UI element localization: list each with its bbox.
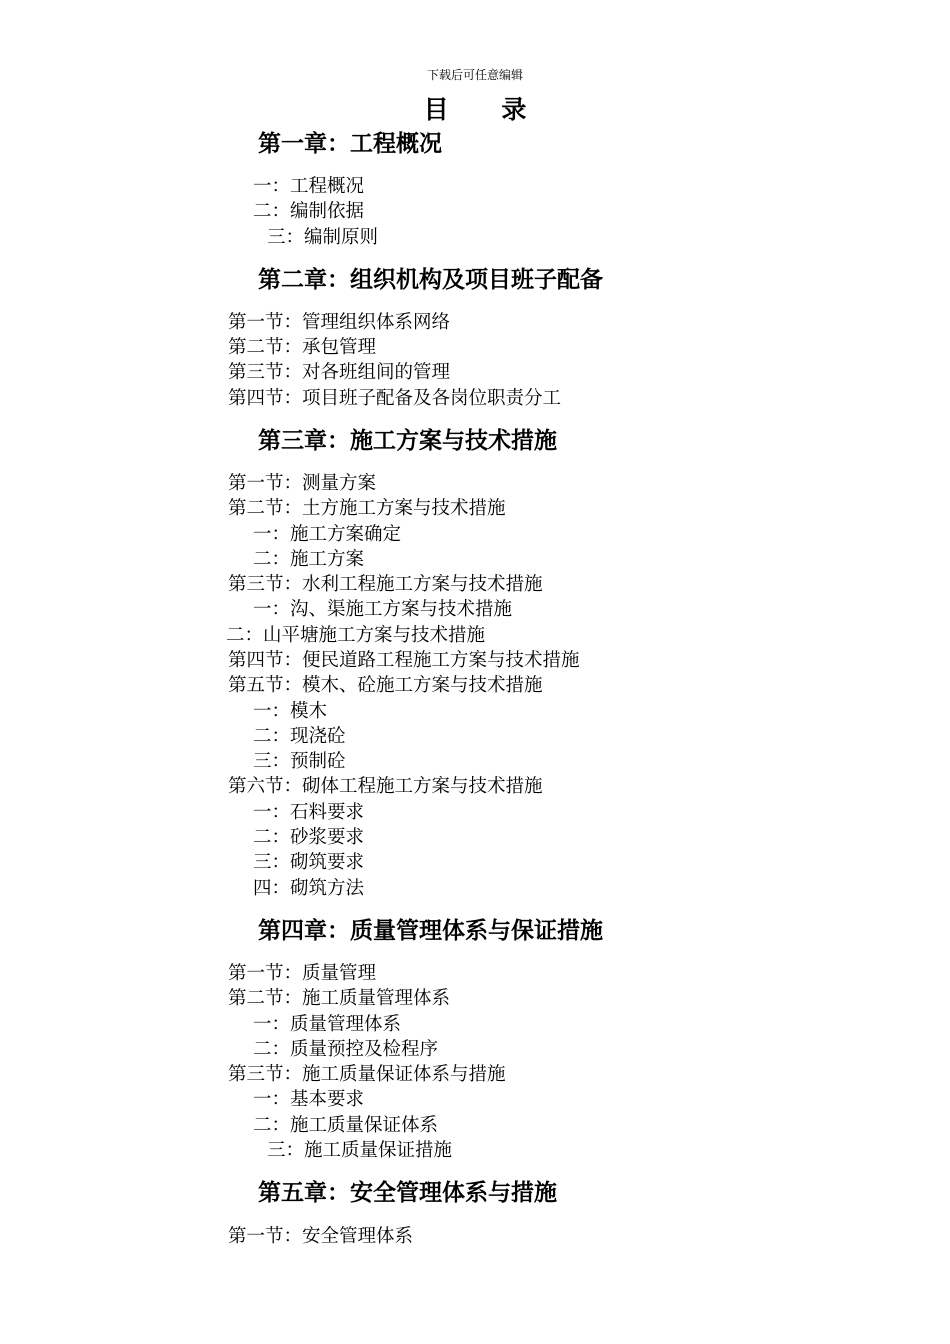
toc-entry[interactable]: 一：工程概况 [253, 176, 365, 197]
toc-entry[interactable]: 三：预制砼 [253, 751, 346, 772]
toc-entry[interactable]: 第五节：模木、砼施工方案与技术措施 [228, 675, 543, 696]
toc-entry[interactable]: 二：质量预控及检程序 [253, 1039, 439, 1060]
chapter-3-title[interactable]: 第三章：施工方案与技术措施 [258, 428, 557, 454]
chapter-2-title[interactable]: 第二章：组织机构及项目班子配备 [258, 267, 603, 293]
toc-entry[interactable]: 第三节：对各班组间的管理 [228, 362, 451, 383]
chapter-4-title[interactable]: 第四章：质量管理体系与保证措施 [258, 918, 603, 944]
toc-entry[interactable]: 三：砌筑要求 [253, 852, 365, 873]
toc-entry[interactable]: 二：砂浆要求 [253, 827, 365, 848]
toc-entry[interactable]: 第二节：承包管理 [228, 337, 377, 358]
toc-entry[interactable]: 第四节：便民道路工程施工方案与技术措施 [228, 650, 580, 671]
toc-entry[interactable]: 一：施工方案确定 [253, 524, 402, 545]
toc-entry[interactable]: 二：编制依据 [253, 201, 365, 222]
toc-entry[interactable]: 第一节：测量方案 [228, 473, 377, 494]
toc-entry[interactable]: 第三节：施工质量保证体系与措施 [228, 1064, 506, 1085]
toc-entry[interactable]: 第二节：土方施工方案与技术措施 [228, 498, 506, 519]
toc-entry[interactable]: 一：质量管理体系 [253, 1014, 402, 1035]
toc-entry[interactable]: 第二节：施工质量管理体系 [228, 988, 451, 1009]
toc-entry[interactable]: 第一节：管理组织体系网络 [228, 312, 451, 333]
toc-entry[interactable]: 二：现浇砼 [253, 726, 346, 747]
header-note: 下载后可任意编辑 [426, 68, 523, 82]
toc-entry[interactable]: 第六节：砌体工程施工方案与技术措施 [228, 776, 543, 797]
toc-entry[interactable]: 二：施工方案 [253, 549, 365, 570]
toc-entry[interactable]: 三：编制原则 [267, 227, 379, 248]
toc-entry[interactable]: 一：模木 [253, 701, 328, 722]
toc-entry[interactable]: 三：施工质量保证措施 [267, 1140, 453, 1161]
toc-entry[interactable]: 一：基本要求 [253, 1089, 365, 1110]
toc-title: 目 录 [423, 95, 549, 124]
toc-entry[interactable]: 一：沟、渠施工方案与技术措施 [253, 599, 513, 620]
chapter-1-title[interactable]: 第一章：工程概况 [258, 131, 442, 157]
toc-entry[interactable]: 第一节：安全管理体系 [228, 1226, 414, 1247]
toc-entry[interactable]: 第三节：水利工程施工方案与技术措施 [228, 574, 543, 595]
toc-entry[interactable]: 第四节：项目班子配备及各岗位职责分工 [228, 388, 562, 409]
chapter-5-title[interactable]: 第五章：安全管理体系与措施 [258, 1180, 557, 1206]
toc-entry[interactable]: 二：山平塘施工方案与技术措施 [226, 625, 486, 646]
toc-entry[interactable]: 二：施工质量保证体系 [253, 1115, 439, 1136]
toc-entry[interactable]: 四：砌筑方法 [253, 878, 365, 899]
toc-entry[interactable]: 第一节：质量管理 [228, 963, 377, 984]
toc-entry[interactable]: 一：石料要求 [253, 802, 365, 823]
